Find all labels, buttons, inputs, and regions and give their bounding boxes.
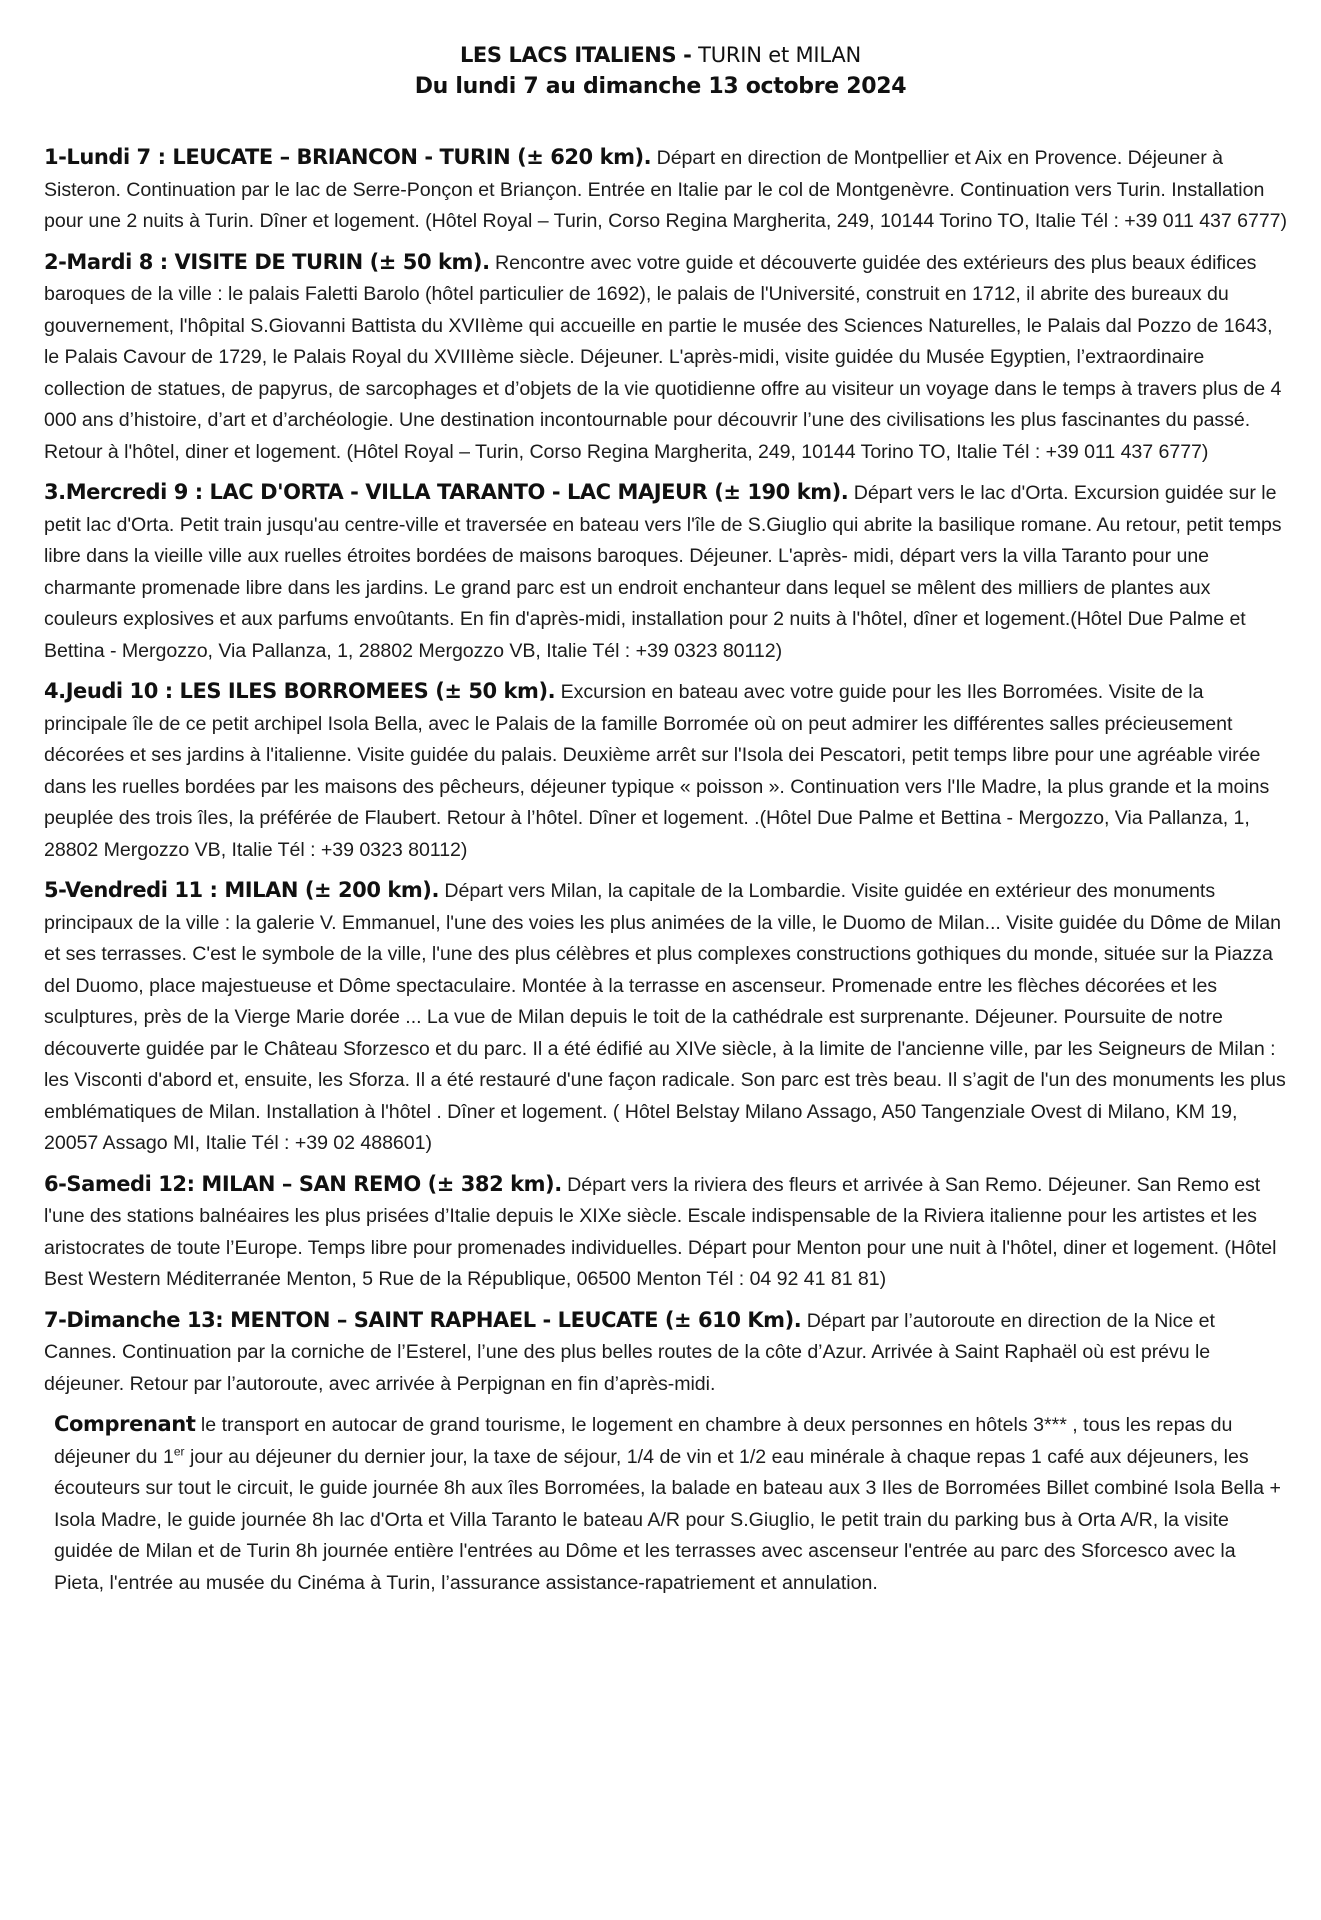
day-3-paragraph <box>44 477 1288 667</box>
day-2-paragraph <box>44 247 1288 469</box>
included-paragraph <box>54 1409 1288 1599</box>
day-3-heading: 3.Mercredi 9 : LAC D'ORTA - VILLA TARANTO - LAC MAJEUR (± 190 km). <box>44 480 849 504</box>
included-superscript: er <box>173 1443 185 1458</box>
day-1-heading: 1-Lundi 7 : LEUCATE – BRIANCON - TURIN (± 620 km). <box>44 145 652 169</box>
day-5-text: Départ vers Milan, la capitale de la Lombardie. Visite guidée en extérieur des monuments principaux de la ville : la galerie V. Emmanuel, l'une des voies les plus animées de la ville, le Duomo de Milan... Visite guidée du Dôme de Milan et ses terrasses. C'est le symbole de la ville, l'une des plus célèbres et plus complexes constructions gothiques du monde, située sur la Piazza del Duomo, place majestueuse et Dôme spectaculaire. Montée à la terrasse en ascenseur. Promenade entre les flèches décorées et les sculptures, près de la Vierge Marie dorée ... La vue de Milan depuis le toit de la cathédrale est surprenante. Déjeuner. Poursuite de notre découverte guidée par le Château Sforzesco et du parc. Il a été édifié au XIVe siècle, à la limite de l'ancienne ville, par les Seigneurs de Milan : les Visconti d'abord et, ensuite, les Sforza. Il a été restauré d'une façon radicale. Son parc est très beau. Il s’agit de l'un des monuments les plus emblématiques de Milan. Installation à l'hôtel . Dîner et logement. ( Hôtel Belstay Milano Assago, A50 Tangenziale Ovest di Milano, KM 19, 20057 Assago MI, Italie Tél : +39 02 488601) <box>44 880 1286 1154</box>
day-5-paragraph <box>44 875 1288 1160</box>
day-7-heading: 7-Dimanche 13: MENTON – SAINT RAPHAEL - LEUCATE (± 610 Km). <box>44 1307 802 1332</box>
title-bold-part: LES LACS ITALIENS - <box>459 43 692 67</box>
day-1-text: Départ en direction de Montpellier et Aix en Provence. Déjeuner à Sisteron. Continuation par le lac de Serre-Ponçon et Briançon. Entrée en Italie par le col de Montgenèvre. Continuation vers Turin. Installation pour une 2 nuits à Turin. Dîner et logement. (Hôtel Royal – Turin, Corso Regina Margherita, 249, 10144 Torino TO, Italie Tél : +39 011 437 6777) <box>44 147 1288 232</box>
day-1-paragraph <box>44 142 1288 238</box>
day-2-heading: 2-Mardi 8 : VISITE DE TURIN (± 50 km). <box>44 249 490 274</box>
day-6-heading: 6-Samedi 12: MILAN – SAN REMO (± 382 km). <box>44 1171 562 1196</box>
day-4-heading: 4.Jeudi 10 : LES ILES BORROMEES (± 50 km). <box>44 679 556 703</box>
included-heading: Comprenant <box>54 1412 196 1436</box>
day-2-text: Rencontre avec votre guide et découverte guidée des extérieurs des plus beaux édifices baroques de la ville : le palais Faletti Barolo (hôtel particulier de 1692), le palais de l'Université, construit en 1712, il abrite des bureaux du gouvernement, l'hôpital S.Giovanni Battista du XVIIème qui accueille en partie le musée des Sciences Naturelles, le Palais dal Pozzo de 1643, le Palais Cavour de 1729, le Palais Royal du XVIIIème siècle. Déjeuner. L'après-midi, visite guidée du Musée Egyptien, l’extraordinaire collection de statues, de papyrus, de sarcophages et d’objets de la vie quotidienne offre au visiteur un voyage dans le temps à travers plus de 4 000 ans d’histoire, d’art et d’archéologie. Une destination incontournable pour découvrir l’une des civilisations les plus fascinantes du passé. Retour à l'hôtel, diner et logement. (Hôtel Royal – Turin, Corso Regina Margherita, 249, 10144 Torino TO, Italie Tél : +39 011 437 6777) <box>44 251 1282 463</box>
day-6-text: Départ vers la riviera des fleurs et arrivée à San Remo. Déjeuner. San Remo est l'une des stations balnéaires les plus prisées d’Italie depuis le XIXe siècle. Escale indispensable de la Riviera italienne pour les artistes et les aristocrates de toute l’Europe. Temps libre pour promenades individuelles. Départ pour Menton pour une nuit à l'hôtel, diner et logement. (Hôtel Best Western Méditerranée Menton, 5 Rue de la République, 06500 Menton Tél : 04 92 41 81 81) <box>44 1173 1277 1290</box>
day-4-paragraph <box>44 676 1288 866</box>
title-rest-part: TURIN et MILAN <box>698 43 862 67</box>
day-3-text: Départ vers le lac d'Orta. Excursion guidée sur le petit lac d'Orta. Petit train jusqu'au centre-ville et traversée en bateau vers l'île de S.Giuglio qui abrite la basilique romane. Au retour, petit temps libre dans la vieille ville aux ruelles étroites bordées de maisons baroques. Déjeuner. L'après- midi, départ vers la villa Taranto pour une charmante promenade libre dans les jardins. Le grand parc est un endroit enchanteur dans lequel se mêlent des milliers de plantes aux couleurs explosives et aux parfums envoûtants. En fin d'après-midi, installation pour 2 nuits à l'hôtel, dîner et logement.(Hôtel Due Palme et Bettina - Mergozzo, Via Pallanza, 1, 28802 Mergozzo VB, Italie Tél : +39 0323 80112) <box>44 482 1282 662</box>
document-dates: Du lundi 7 au dimanche 13 octobre 2024 <box>414 74 907 99</box>
day-4-text: Excursion en bateau avec votre guide pour les Iles Borromées. Visite de la principale île de ce petit archipel Isola Bella, avec le Palais de la famille Borromée où on peut admirer les différentes salles précieusement décorées et ses jardins à l'italienne. Visite guidée du palais. Deuxième arrêt sur l'Isola dei Pescatori, petit temps libre pour une agréable virée dans les ruelles bordées par les maisons des pêcheurs, déjeuner typique « poisson ». Continuation vers l'Ile Madre, la plus grande et la moins peuplée des trois îles, la préférée de Flaubert. Retour à l’hôtel. Dîner et logement. .(Hôtel Due Palme et Bettina - Mergozzo, Via Pallanza, 1, 28802 Mergozzo VB, Italie Tél : +39 0323 80112) <box>44 681 1270 861</box>
day-7-text: Départ par l’autoroute en direction de la Nice et Cannes. Continuation par la corniche de l’Esterel, l’une des plus belles routes de la côte d’Azur. Arrivée à Saint Raphaël où est prévu le déjeuner. Retour par l’autoroute, avec arrivée à Perpignan en fin d’après-midi. <box>44 1309 1215 1395</box>
day-6-paragraph <box>44 1169 1288 1296</box>
included-text-before: le transport en autocar de grand tourisme, le logement en chambre à deux personnes en hôtels 3*** , tous les repas du déjeuner du 1 <box>54 1414 1233 1468</box>
document-title <box>0 40 1321 70</box>
day-5-heading: 5-Vendredi 11 : MILAN (± 200 km). <box>44 878 439 902</box>
day-7-paragraph <box>44 1305 1288 1401</box>
itinerary-body <box>44 142 1288 1599</box>
document-header <box>0 40 1321 104</box>
included-text-after: jour au déjeuner du dernier jour, la taxe de séjour, 1/4 de vin et 1/2 eau minérale à chaque repas 1 café aux déjeuners, les écouteurs sur tout le circuit, le guide journée 8h aux îles Borromées, la balade en bateau aux 3 Iles de Borromées Billet combiné Isola Bella + Isola Madre, le guide journée 8h lac d'Orta et Villa Taranto le bateau A/R pour S.Giuglio, le petit train du parking bus à Orta A/R, la visite guidée de Milan et de Turin 8h journée entière l'entrées au Dôme et les terrasses avec ascenseur l'entrée au parc des Sforcesco avec la Pieta, l'entrée au musée du Cinéma à Turin, l’assurance assistance-rapatriement et annulation. <box>54 1445 1281 1594</box>
